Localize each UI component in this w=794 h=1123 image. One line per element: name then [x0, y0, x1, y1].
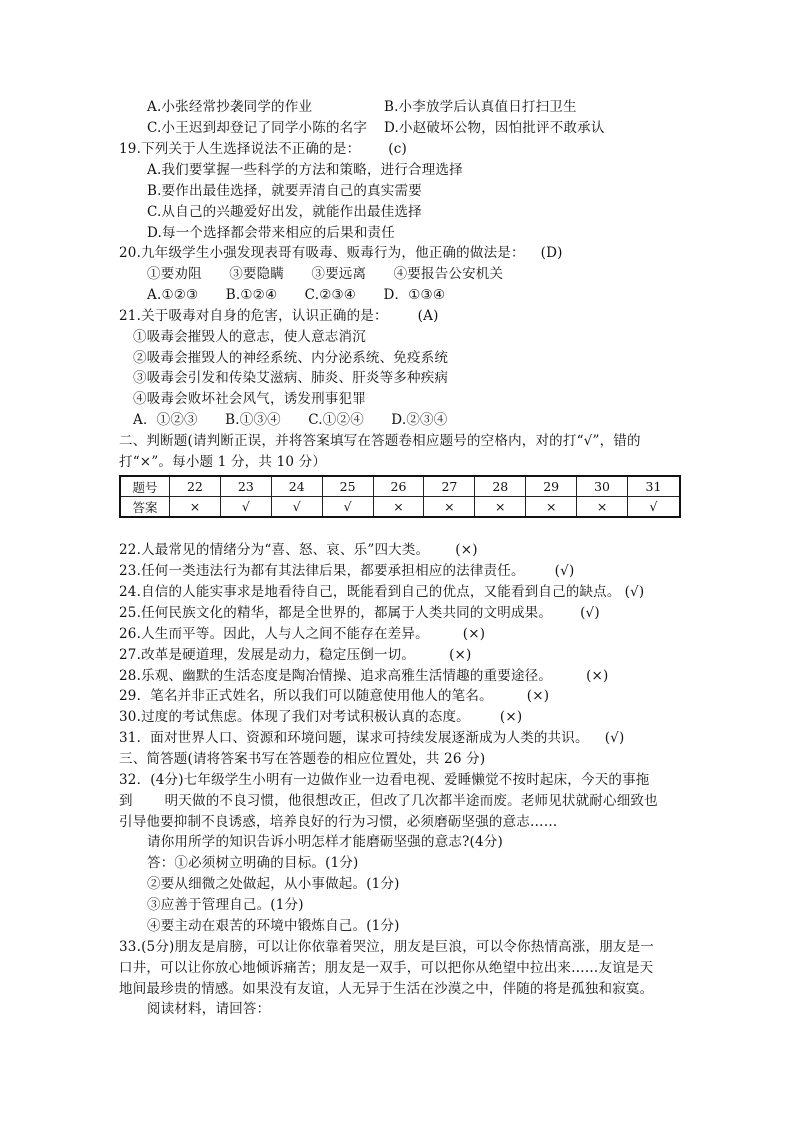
judgment-text: 24.自信的人能实事求是地看待自己，既能看到自己的优点，又能看到自己的缺点。	[119, 584, 621, 600]
judgment-mark: (√)	[554, 563, 575, 579]
judgment-30	[119, 708, 522, 726]
grid-answer: ×	[475, 497, 526, 518]
judgment-mark: (×)	[526, 688, 550, 704]
judgment-mark: (√)	[624, 584, 645, 600]
grid-answer-label: 答案	[120, 497, 170, 518]
judgment-28	[119, 667, 609, 685]
grid-number: 25	[322, 476, 373, 497]
q19-answer: (c)	[388, 141, 407, 157]
answer-grid	[119, 475, 681, 518]
judgment-25	[119, 604, 600, 622]
q21-item-1: ①吸毒会摧毁人的意志，使人意志消沉	[133, 329, 366, 345]
grid-number: 24	[271, 476, 322, 497]
q18-option-a: A.小张经常抄袭同学的作业	[147, 99, 313, 115]
q21-item-3: ③吸毒会引发和传染艾滋病、肺炎、肝炎等多种疾病	[133, 370, 449, 386]
grid-answer: √	[322, 497, 373, 518]
judgment-29	[119, 687, 549, 705]
grid-number: 30	[577, 476, 628, 497]
q19-option-a: A.我们要掌握一些科学的方法和策略，进行合理选择	[147, 162, 463, 178]
grid-answer: ×	[373, 497, 424, 518]
q21-stem-text: 21.关于吸毒对自身的危害，认识正确的是：	[119, 308, 388, 324]
grid-answer: ×	[526, 497, 577, 518]
q32-line1: 32．(4分)七年级学生小明有一边做作业一边看电视、爱睡懒觉不按时起床，今天的事拖	[119, 772, 650, 788]
q19-stem	[119, 140, 407, 158]
grid-answer: ×	[170, 497, 221, 518]
q19-stem-text: 19.下列关于人生选择说法不正确的是：	[119, 141, 361, 157]
judgment-text: 31．面对世界人口、资源和环境问题，谋求可持续发展逐渐成为人类的共识。	[119, 730, 589, 746]
grid-answer: √	[271, 497, 322, 518]
q20-stem	[119, 244, 563, 262]
judgment-31	[119, 729, 624, 747]
judgment-text: 26.人生而平等。因此，人与人之间不能存在差异。	[119, 626, 429, 642]
grid-header-label: 题号	[120, 476, 170, 497]
judgment-text: 30.过度的考试焦虑。体现了我们对考试积极认真的态度。	[119, 709, 470, 725]
q21-answer: (A)	[417, 308, 439, 324]
q32-answer-3: ③应善于管理自己。(1分)	[147, 897, 304, 913]
grid-number: 29	[526, 476, 577, 497]
grid-number: 27	[424, 476, 475, 497]
judgment-24	[119, 583, 644, 601]
q21-item-4: ④吸毒会败坏社会风气，诱发刑事犯罪	[133, 391, 366, 407]
grid-answer-row	[120, 497, 680, 518]
grid-number-row	[120, 476, 680, 497]
q32-answer-4: ④要主动在艰苦的环境中锻炼自己。(1分)	[147, 918, 400, 934]
judgment-27	[119, 646, 472, 664]
judgment-text: 23.任何一类违法行为都有其法律后果，都要承担相应的法律责任。	[119, 563, 525, 579]
judgment-text: 29．笔名并非正式姓名，所以我们可以随意使用他人的笔名。	[119, 688, 493, 704]
grid-answer: √	[628, 497, 680, 518]
judgment-mark: (×)	[455, 542, 478, 558]
judgment-text: 22.人最常见的情绪分为“喜、怒、哀、乐”四大类。	[119, 542, 430, 558]
q19-option-c: C.从自己的兴趣爱好出发，就能作出最佳选择	[147, 204, 422, 220]
q21-stem	[119, 307, 439, 325]
q21-choices: A．①②③ B.①③④ C.①②④ D.②③④	[133, 412, 448, 428]
grid-number: 28	[475, 476, 526, 497]
judgment-26	[119, 625, 485, 643]
q32-question: 请你用所学的知识告诉小明怎样才能磨砺坚强的意志?(4分)	[147, 834, 503, 850]
q20-answer: (D)	[540, 245, 563, 261]
q21-item-2: ②吸毒会摧毁人的神经系统、内分泌系统、免疫系统	[133, 350, 449, 366]
grid-number: 31	[628, 476, 680, 497]
q32-line3: 引导他要抑制不良诱惑，培养良好的行为习惯，必须磨砺坚强的意志……	[119, 814, 558, 830]
judgment-mark: (×)	[449, 647, 472, 663]
judgment-mark: (×)	[462, 626, 486, 642]
judgment-mark: (√)	[604, 730, 625, 746]
judgment-mark: (×)	[586, 668, 609, 684]
judgment-text: 27.改革是硬道理，发展是动力，稳定压倒一切。	[119, 647, 416, 663]
section3-heading: 三、简答题(请将答案书写在答题卷的相应位置处，共 26 分)	[119, 751, 486, 767]
grid-answer: ×	[424, 497, 475, 518]
q20-items: ①要劝阻 ③要隐瞒 ③要远离 ④要报告公安机关	[147, 266, 504, 282]
judgment-text: 28.乐观、幽默的生活态度是陶冶情操、追求高雅生活情趣的重要途径。	[119, 668, 553, 684]
grid-number: 23	[220, 476, 271, 497]
q33-line1: 33.(5分)朋友是肩膀，可以让你依靠着哭泣，朋友是巨浪，可以令你热情高涨，朋友是一	[119, 939, 654, 955]
section2-heading-line1: 二、判断题(请判断正误，并将答案填写在答题卷相应题号的空格内，对的打“√”，错的	[119, 433, 641, 449]
q32-answer-1: 答：①必须树立明确的目标。(1分)	[147, 855, 359, 871]
q18-option-c: C.小王迟到却登记了同学小陈的名字	[147, 120, 368, 136]
judgment-mark: (×)	[499, 709, 523, 725]
section2-heading-line2: 打“×”。每小题 1 分，共 10 分）	[119, 454, 327, 470]
q18-option-b: B.小李放学后认真值日打扫卫生	[384, 99, 577, 115]
q33-line3: 地间最珍贵的情感。如果没有友谊，人无异于生活在沙漠之中，伴随的将是孤独和寂寞。	[119, 981, 654, 997]
judgment-text: 25.任何民族文化的精华，都是全世界的，都属于人类共同的文明成果。	[119, 605, 553, 621]
q20-choices: A.①②③ B.①②④ C.②③④ D．①③④	[147, 287, 446, 303]
grid-answer: √	[220, 497, 271, 518]
q18-option-d: D.小赵破坏公物，因怕批评不敢承认	[384, 120, 605, 136]
grid-number: 26	[373, 476, 424, 497]
q19-option-b: B.要作出最佳选择，就要弄清自己的真实需要	[147, 183, 422, 199]
q33-line2: 口井，可以让你放心地倾诉痛苦；朋友是一双手，可以把你从绝望中拉出来……友谊是天	[119, 960, 654, 976]
grid-answer: ×	[577, 497, 628, 518]
judgment-mark: (√)	[580, 605, 600, 621]
grid-number: 22	[170, 476, 221, 497]
q33-prompt: 阅读材料，请回答：	[147, 1001, 271, 1017]
q19-option-d: D.每一个选择都会带来相应的后果和责任	[147, 225, 395, 241]
q20-stem-text: 20.九年级学生小强发现表哥有吸毒、贩毒行为，他正确的做法是：	[119, 245, 525, 261]
q32-answer-2: ②要从细微之处做起，从小事做起。(1分)	[147, 876, 400, 892]
judgment-23	[119, 562, 574, 580]
q32-line2: 到 明天做的不良习惯，他很想改正，但改了几次都半途而废。老师见状就耐心细致也	[119, 793, 658, 809]
judgment-22	[119, 541, 478, 559]
